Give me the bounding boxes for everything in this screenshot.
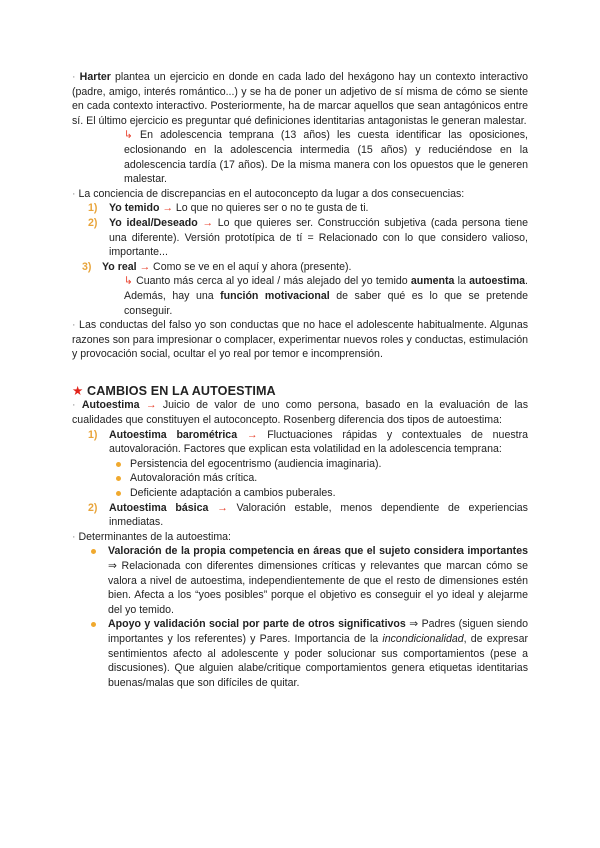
list-item: Autovaloración más crítica. [72,471,528,486]
section-heading: ★ CAMBIOS EN LA AUTOESTIMA [72,383,276,398]
harter-paragraph: · Harter plantea un ejercicio en donde en cada lado del hexágono hay un contexto interactivo (padre, amigo, interés romántico...) y se ha de poner un adjetivo de sí misma de cómo se siente en cada contexto interactivo. Posteriormente, ha de marcar aquellos que sean antagónicos entre sí. El último ejercicio es preguntar qué definiciones identitarias antagonistas le generan malestar. [72,71,528,127]
bullet-icon [91,622,96,627]
list-item: Persistencia del egocentrismo (audiencia imaginaria). [72,457,528,472]
arrow-icon: → [145,399,157,412]
list-item-yo-real: 3) Yo real → Como se ve en el aquí y ahora (presente). [82,260,352,273]
list-item-yo-temido: 1) Yo temido → Lo que no quieres ser o no te gusta de ti. [88,202,369,215]
discrepancias-intro: · La conciencia de discrepancias en el autoconcepto da lugar a dos consecuencias: [72,187,465,200]
hook-arrow-icon: ↳ [124,129,133,142]
autoestima-definition: · Autoestima → Juicio de valor de uno como persona, basado en la evaluación de las cualidades que constituyen el autoconcepto. Rosenberg diferencia dos tipos de autoestima: [72,399,528,427]
list-item-basica: 2) Autoestima básica → Valoración estable, menos dependiente de experiencias inmediatas. [88,501,528,529]
list-item: Deficiente adaptación a cambios puberales. [72,486,528,501]
arrow-icon: → [162,202,173,215]
arrow-icon: → [202,216,213,229]
list-item-barometrica: 1) Autoestima barométrica → Fluctuaciones rápidas y contextuales de nuestra autovaloración. Factores que explican esta volatilidad en la adolescencia temprana: [88,428,528,456]
falso-yo-paragraph: · Las conductas del falso yo son conductas que no hace el adolescente habitualmente. Algunas razones son para impresionar o complacer, experimentar nuevos roles y conductas, estimulación y provocación social, ocultar el yo real por temor e incomprensión. [72,319,529,361]
document-page [72,70,528,690]
volatility-factors-list [72,457,528,501]
star-icon: ★ [72,383,84,398]
bullet-icon [116,491,121,496]
autoestima-subnote: ↳ Cuanto más cerca al yo ideal / más alejado del yo temido aumenta la autoestima. Además, hay una función motivacional de saber qué es lo que se pretende conseguir. [124,275,529,317]
hook-arrow-icon: ↳ [124,275,133,288]
arrow-icon: → [217,501,228,514]
list-item-yo-ideal: 2) Yo ideal/Deseado → Lo que quieres ser. Construcción subjetiva (cada persona tiene una diferente). Versión prototípica de tí = Relacionado con lo que considero valioso, importante... [88,216,528,259]
determinantes-intro: · Determinantes de la autoestima: [72,530,231,543]
harter-subnote: ↳ En adolescencia temprana (13 años) les cuesta identificar las oposiciones, eclosionando en la adolescencia intermedia (15 años) y reduciéndose en la adolescencia tardía (17 años). De la misma manera con los opuestos que le generen malestar. [124,129,528,186]
bullet-icon [116,476,121,481]
bullet-icon [116,462,121,467]
determinante-apoyo-social: Apoyo y validación social por parte de otros significativos ⇒ Padres (siguen siendo importantes y los referentes) y Pares. Importancia de la incondicionalidad, de expresar sentimientos afecto al adolescente y poder solucionar sus comportamientos (pese a discusiones). Que alguien alabe/critique comportamientos genera etiquetas identitarias buenas/malas que son difíciles de quitar. [72,617,528,690]
determinante-competencia: Valoración de la propia competencia en áreas que el sujeto considera importantes ⇒ Relacionada con diferentes dimensiones críticas y relevantes que marcan cómo se valora a nivel de autoestima, independientemente de que el resto de dimensiones estén bien. Afecta a los “yoes posibles” porque el objetivo es conseguir el yo ideal y alejarme del yo temido. [72,544,528,617]
arrow-icon: → [139,260,151,273]
bullet-icon [91,549,96,554]
arrow-icon: → [246,428,258,441]
